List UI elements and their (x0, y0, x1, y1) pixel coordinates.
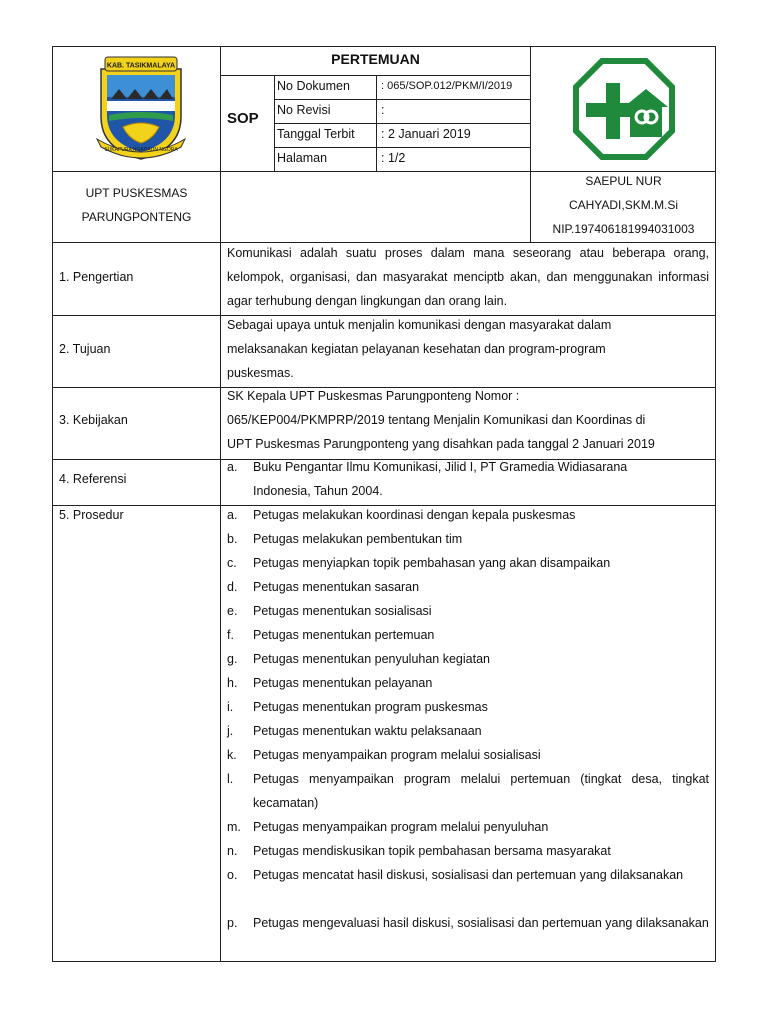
prosedur-item-marker: e. (227, 604, 238, 618)
prosedur-item-marker: l. (227, 772, 234, 786)
prosedur-item (227, 863, 709, 887)
document-title: PERTEMUAN (331, 51, 420, 67)
prosedur-item-marker: p. (227, 916, 238, 930)
prosedur-item-marker: c. (227, 556, 237, 570)
prosedur-item (227, 767, 709, 815)
prosedur-item-marker: h. (227, 676, 238, 690)
prosedur-item (227, 719, 709, 743)
svg-text:SUKAPURA NGADAUN NGORA: SUKAPURA NGADAUN NGORA (104, 147, 178, 153)
prosedur-item (227, 671, 709, 695)
prosedur-item (227, 839, 709, 863)
prosedur-item-text: Petugas mencatat hasil diskusi, sosialisasi dan pertemuan yang dilaksanakan (253, 868, 684, 882)
section-text-kebijakan-line2: 065/KEP004/PKMPRP/2019 tentang Menjalin Komunikasi dan Koordinas di (227, 413, 646, 427)
sop-document (52, 46, 716, 962)
prosedur-item-marker: o. (227, 868, 238, 882)
field-value-tanggal-terbit: : 2 Januari 2019 (381, 127, 471, 141)
prosedur-item-text: Petugas mengevaluasi hasil diskusi, sosialisasi dan pertemuan yang dilaksanakan (253, 916, 709, 930)
field-label-no-dokumen: No Dokumen (277, 79, 350, 93)
prosedur-item-marker: j. (227, 724, 234, 738)
section-text-tujuan-line2: melaksanakan kegiatan pelayanan kesehatan dan program-program (227, 342, 606, 356)
section-text-kebijakan-line1: SK Kepala UPT Puskesmas Parungponteng Nomor : (227, 389, 520, 403)
referensi-marker: a. (227, 460, 238, 474)
prosedur-item-text: Petugas mendiskusikan topik pembahasan bersama masyarakat (253, 844, 611, 858)
prosedur-item-marker: b. (227, 532, 238, 546)
sop-label: SOP (227, 110, 259, 127)
puskesmas-logo (572, 57, 676, 161)
prosedur-item (227, 743, 709, 767)
field-label-tanggal-terbit: Tanggal Terbit (277, 127, 355, 141)
prosedur-item-text: Petugas menyiapkan topik pembahasan yang akan disampaikan (253, 556, 611, 570)
prosedur-item-marker: f. (227, 628, 234, 642)
section-label-tujuan: 2. Tujuan (59, 342, 111, 356)
prosedur-item-text: Petugas menentukan waktu pelaksanaan (253, 724, 482, 738)
field-value-halaman: : 1/2 (381, 151, 406, 165)
prosedur-item-text: Petugas menentukan sosialisasi (253, 604, 432, 618)
prosedur-item-text: Petugas menentukan program puskesmas (253, 700, 488, 714)
prosedur-item-text: Petugas menentukan penyuluhan kegiatan (253, 652, 490, 666)
section-label-referensi: 4. Referensi (59, 472, 127, 486)
prosedur-item-marker: d. (227, 580, 238, 594)
section-text-pengertian: Komunikasi adalah suatu proses dalam mana seseorang atau beberapa orang, kelompok, organisasi, dan masyarakat menciptb akan, dan menggunakan informasi agar terhubung dengan lingkungan dan orang lain. (227, 246, 709, 308)
signer-nip: NIP.197406181994031003 (552, 222, 695, 236)
prosedur-item-marker: g. (227, 652, 238, 666)
prosedur-item-text: Petugas menyampaikan program melalui penyuluhan (253, 820, 549, 834)
prosedur-item (227, 623, 709, 647)
prosedur-item-text: Petugas menyampaikan program melalui pertemuan (tingkat desa, tingkat kecamatan) (253, 772, 709, 810)
field-value-no-revisi: : (381, 103, 385, 117)
prosedur-item-text: Petugas melakukan pembentukan tim (253, 532, 463, 546)
prosedur-item-text: Petugas melakukan koordinasi dengan kepala puskesmas (253, 508, 576, 522)
section-text-kebijakan-line3: UPT Puskesmas Parungponteng yang disahkan pada tanggal 2 Januari 2019 (227, 437, 655, 451)
section-text-tujuan-line1: Sebagai upaya untuk menjalin komunikasi dengan masyarakat dalam (227, 318, 612, 332)
svg-text:KAB. TASIKMALAYA: KAB. TASIKMALAYA (106, 62, 176, 70)
prosedur-item (227, 599, 709, 623)
prosedur-item (227, 527, 709, 551)
signer-name-line1: SAEPUL NUR (585, 174, 662, 188)
section-label-prosedur: 5. Prosedur (59, 508, 124, 522)
org-name-line1: UPT PUSKESMAS (85, 186, 188, 200)
tasikmalaya-logo (83, 55, 199, 163)
section-label-kebijakan: 3. Kebijakan (59, 413, 128, 427)
prosedur-item (227, 911, 709, 935)
section-text-referensi-line1: Buku Pengantar Ilmu Komunikasi, Jilid I, PT Gramedia Widiasarana (253, 460, 628, 474)
prosedur-item-marker: m. (227, 820, 241, 834)
section-text-referensi-line2: Indonesia, Tahun 2004. (253, 484, 383, 498)
section-label-pengertian: 1. Pengertian (59, 270, 134, 284)
field-label-no-revisi: No Revisi (277, 103, 331, 117)
prosedur-item (227, 695, 709, 719)
prosedur-item-marker: k. (227, 748, 237, 762)
prosedur-item (227, 815, 709, 839)
prosedur-item (227, 551, 709, 575)
org-name-line2: PARUNGPONTENG (81, 210, 192, 224)
prosedur-item-text: Petugas menentukan sasaran (253, 580, 420, 594)
field-value-no-dokumen: : 065/SOP.012/PKM/I/2019 (381, 80, 513, 92)
prosedur-item-marker: a. (227, 508, 238, 522)
signer-name-line2: CAHYADI,SKM.M.Si (568, 198, 679, 212)
prosedur-item-text: Petugas menyampaikan program melalui sosialisasi (253, 748, 541, 762)
prosedur-item (227, 647, 709, 671)
prosedur-item (227, 575, 709, 599)
prosedur-item-text: Petugas menentukan pelayanan (253, 676, 433, 690)
prosedur-item-text: Petugas menentukan pertemuan (253, 628, 435, 642)
section-text-tujuan-line3: puskesmas. (227, 366, 294, 380)
prosedur-item-marker: n. (227, 844, 238, 858)
prosedur-item (227, 503, 709, 527)
field-label-halaman: Halaman (277, 151, 328, 165)
prosedur-item-marker: i. (227, 700, 234, 714)
